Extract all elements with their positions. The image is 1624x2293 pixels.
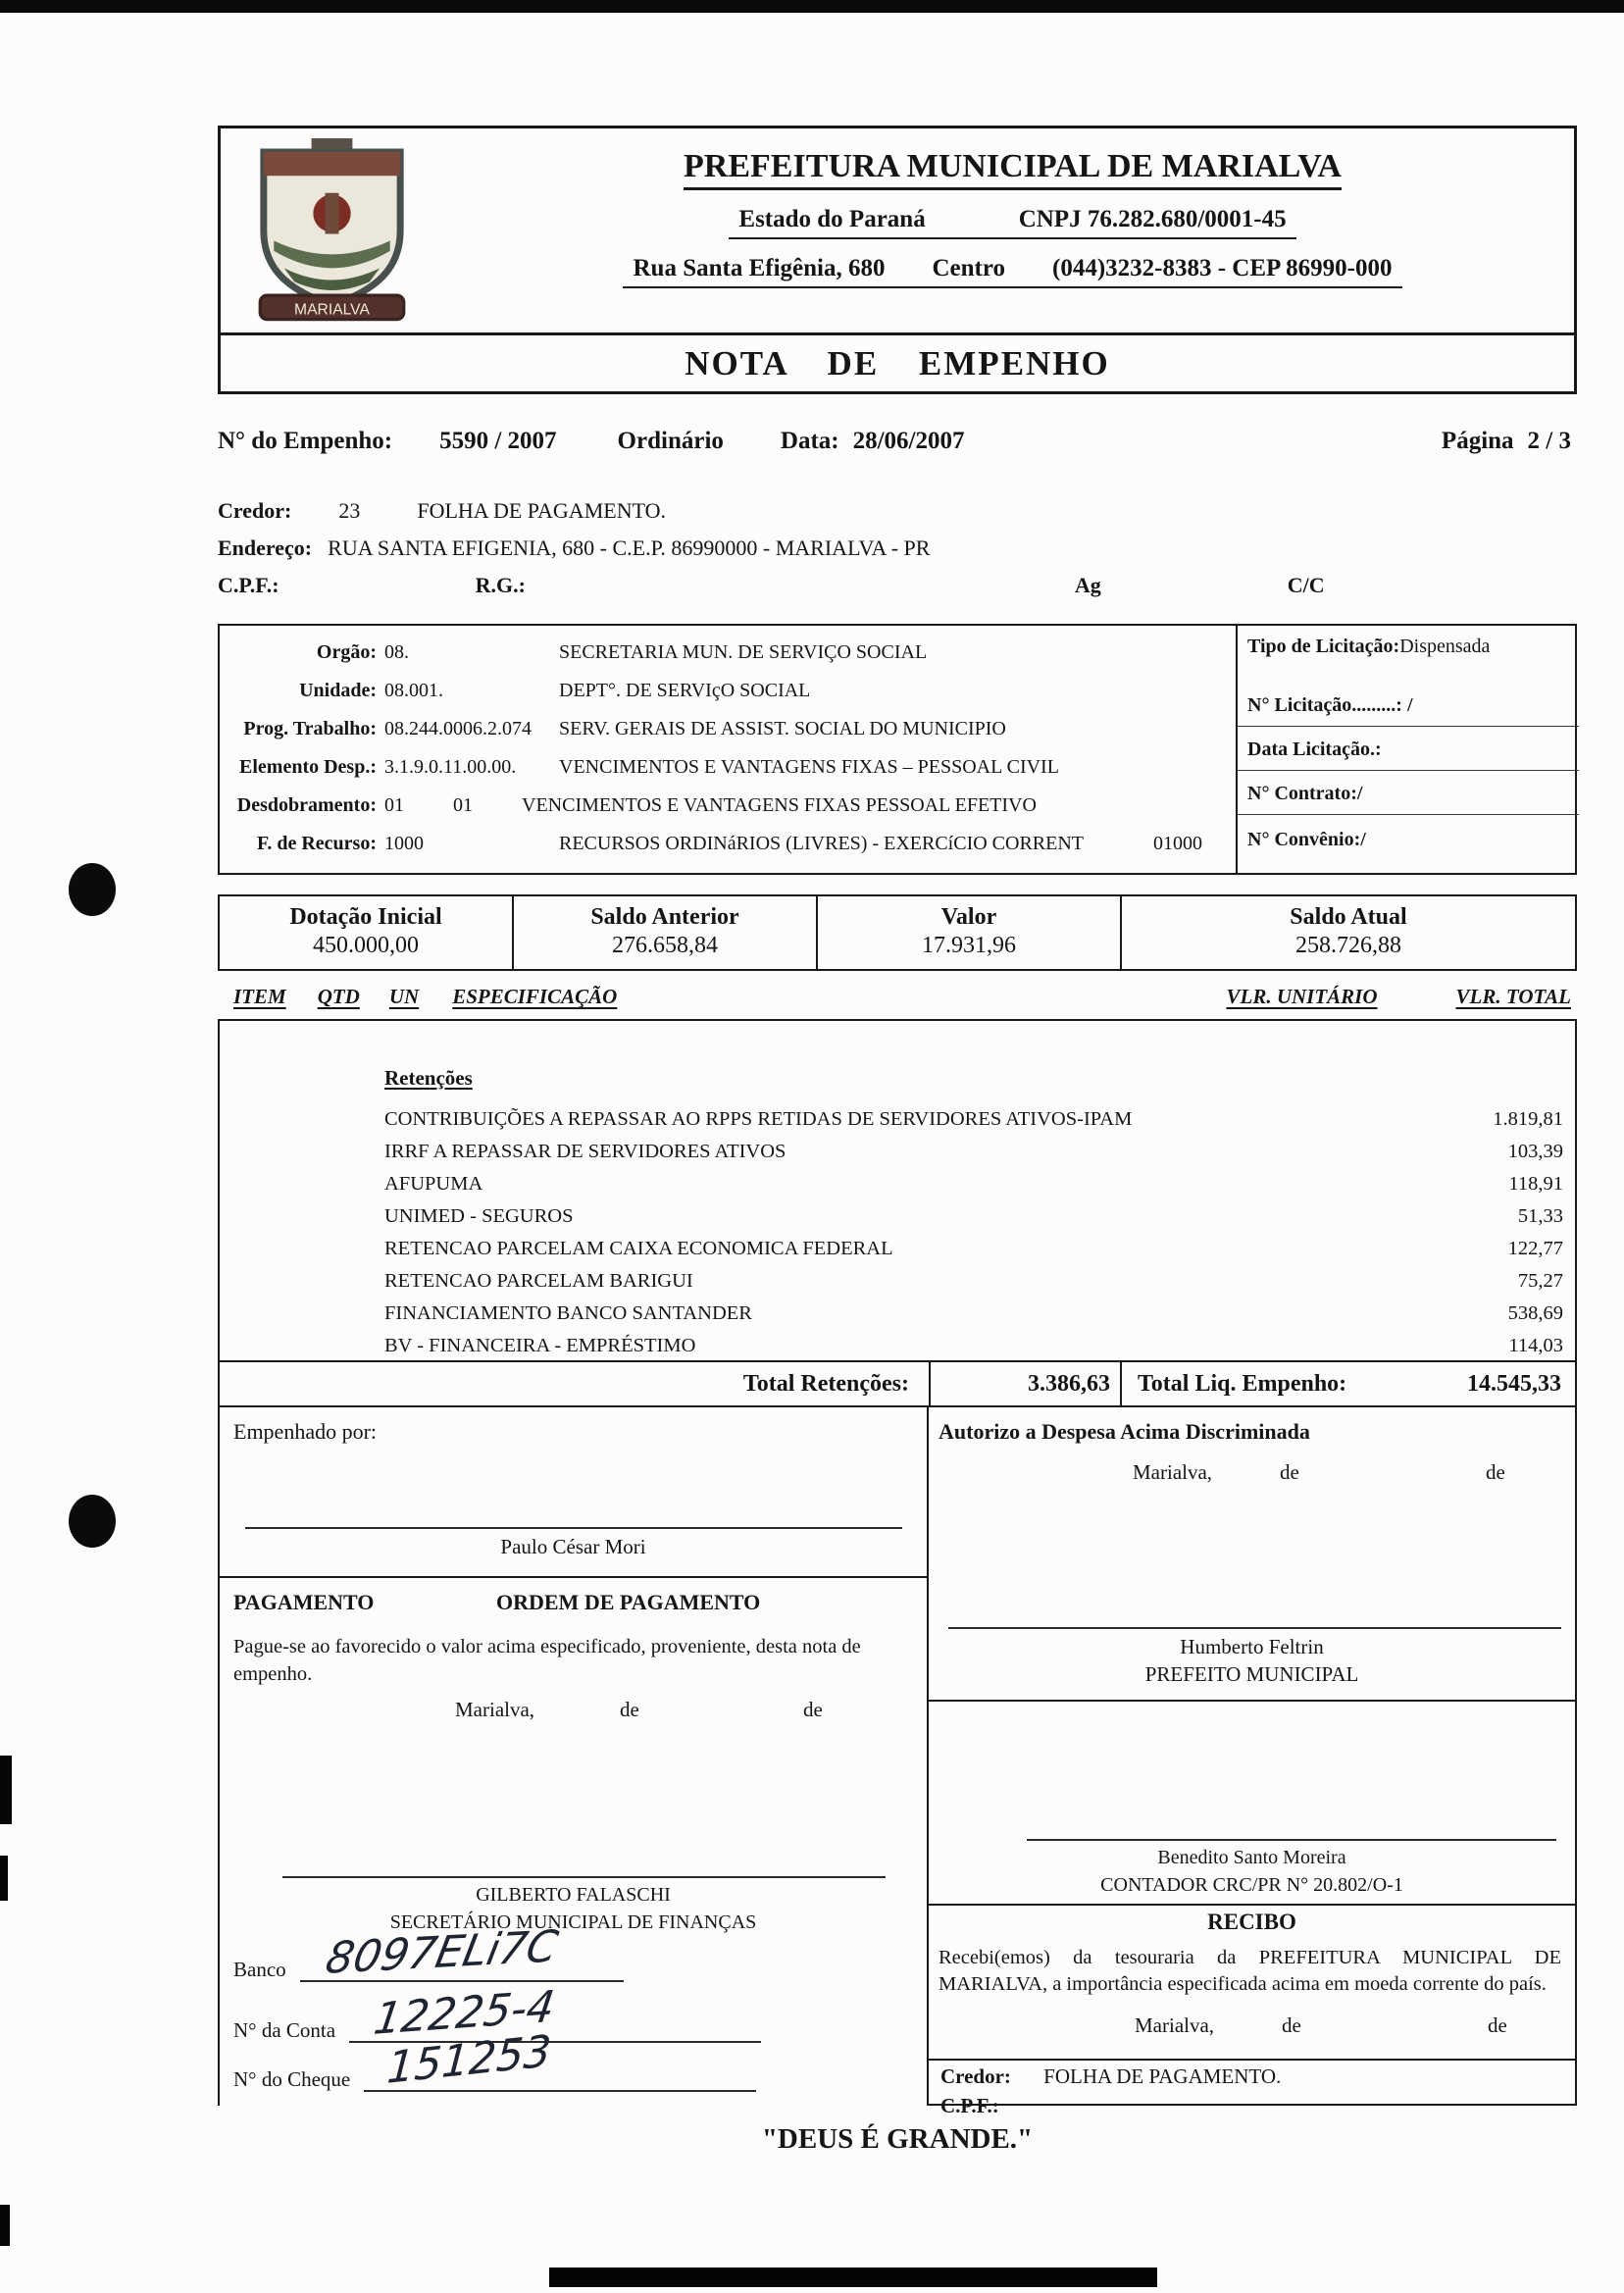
unidade-code: 08.001.: [384, 680, 443, 701]
de-label: de: [1486, 1460, 1505, 1484]
retencao-desc: CONTRIBUIÇÕES A REPASSAR AO RPPS RETIDAS DE SERVIDORES ATIVOS-IPAM: [384, 1108, 1133, 1130]
de-label: de: [1488, 2013, 1507, 2037]
recibo-text: Recebi(emos) da tesouraria da PREFEITURA MUNICIPAL DE MARIALVA, a importância especificada acima em moeda corrente do país.: [939, 1947, 1561, 1995]
retencao-desc: BV - FINANCEIRA - EMPRÉSTIMO: [384, 1335, 696, 1356]
section-divider: [929, 1904, 1575, 1906]
un-col-header: UN: [388, 985, 420, 1008]
state-label: Estado do Paraná: [738, 206, 926, 232]
totals-row: [220, 1360, 1575, 1405]
empenhado-signatory-name: Paulo César Mori: [500, 1535, 646, 1558]
empenho-number-value: 5590 / 2007: [439, 428, 557, 454]
conta-handwriting: 12225-4: [371, 1981, 558, 2045]
licitacao-numero-row: N° Licitação.........: /: [1238, 683, 1579, 727]
dotacao-inicial-cell: [220, 896, 512, 969]
classification-row-desdobramento: [220, 787, 1236, 825]
scan-artifact-top-bar: [0, 0, 1624, 13]
ordem-pagamento-title: ORDEM DE PAGAMENTO: [496, 1590, 761, 1614]
cpf-label: C.P.F.:: [218, 573, 279, 597]
de-label: de: [803, 1698, 823, 1721]
total-liquido-value: 14.545,33: [1467, 1370, 1561, 1397]
section-divider: [929, 1700, 1575, 1702]
saldo-atual-value: 258.726,88: [1295, 933, 1401, 958]
right-signature-column: [929, 1407, 1575, 2117]
empenho-number-label: N° do Empenho:: [218, 428, 393, 454]
retencao-desc: RETENCAO PARCELAM BARIGUI: [384, 1270, 693, 1292]
saldo-anterior-cell: [512, 896, 816, 969]
signature-line: [282, 1876, 886, 1878]
retencao-item: [384, 1168, 1563, 1200]
hole-punch-top: [69, 863, 116, 916]
document-type-title: NOTA DE EMPENHO: [218, 335, 1577, 394]
conta-label: N° da Conta: [233, 2018, 336, 2042]
desdobramento-code: 01: [384, 794, 404, 816]
section-divider: [929, 2059, 1575, 2061]
convenio-row: N° Convênio:/: [1247, 828, 1366, 850]
retencao-valor: 1.819,81: [1493, 1108, 1563, 1130]
vlr-unitario-col-header: VLR. UNITÁRIO: [1226, 985, 1378, 1008]
municipality-title: PREFEITURA MUNICIPAL DE MARIALVA: [451, 148, 1574, 190]
saldo-atual-cell: [1120, 896, 1575, 969]
conta-fill-line: [349, 1981, 761, 2045]
contrato-row: N° Contrato:/: [1238, 771, 1579, 815]
coat-of-arms-logo: [236, 138, 428, 330]
items-table-header: [218, 985, 1577, 1009]
prog-trabalho-label: Prog. Trabalho:: [243, 718, 377, 739]
page-value: 2 / 3: [1527, 428, 1571, 454]
date-label: Data:: [780, 428, 839, 454]
cheque-fill-line: [364, 2025, 756, 2094]
retencao-valor: 75,27: [1517, 1270, 1563, 1292]
banco-label: Banco: [233, 1958, 286, 1981]
address-label: Endereço:: [218, 535, 313, 560]
recibo-title: RECIBO: [1207, 1910, 1296, 1934]
payment-order-text: Pague-se ao favorecido o valor acima especificado, proveniente, desta nota de empenho.: [233, 1636, 861, 1685]
licitacao-tipo-value: Dispensada: [1399, 636, 1491, 657]
contador-name: Benedito Santo Moreira: [1157, 1847, 1346, 1868]
recibo-cpf-label: C.P.F.:: [940, 2094, 999, 2117]
classification-row-elemento: [220, 748, 1236, 787]
orgao-desc: SECRETARIA MUN. DE SERVIÇO SOCIAL: [559, 641, 928, 663]
total-retencoes-label: Total Retenções:: [742, 1370, 909, 1397]
elemento-desc: VENCIMENTOS E VANTAGENS FIXAS – PESSOAL CIVIL: [559, 756, 1059, 778]
saldo-anterior-value: 276.658,84: [612, 933, 718, 958]
classification-row-unidade: [220, 672, 1236, 710]
orgao-label: Orgão:: [316, 641, 377, 663]
unidade-desc: DEPT°. DE SERVIçO SOCIAL: [559, 680, 811, 701]
retencao-valor: 51,33: [1517, 1205, 1563, 1227]
licitacao-tipo-row: [1238, 626, 1579, 683]
budget-classification-box: [218, 624, 1577, 875]
scan-artifact-edge-mark: [0, 1756, 12, 1824]
retencao-desc: FINANCIAMENTO BANCO SANTANDER: [384, 1302, 752, 1324]
recurso-code: 1000: [384, 833, 424, 854]
prog-trabalho-code: 08.244.0006.2.074: [384, 718, 532, 739]
retencao-item: [384, 1136, 1563, 1168]
nota-de-empenho-document: [218, 126, 1577, 2156]
creditor-row: [218, 498, 1577, 535]
bank-row: [233, 1921, 624, 1984]
logo-banner-text: MARIALVA: [294, 301, 370, 319]
cnpj-label: CNPJ 76.282.680/0001-45: [1018, 206, 1287, 232]
de-label: de: [1282, 2013, 1301, 2037]
recibo-creditor-row: [940, 2064, 1281, 2089]
scan-artifact-bottom-bar: [549, 2268, 1157, 2287]
scan-artifact-edge-mark: [0, 1856, 8, 1901]
recurso-label: F. de Recurso:: [256, 833, 377, 854]
licitacao-tipo-label: Tipo de Licitação:: [1247, 636, 1400, 657]
recurso-desc: RECURSOS ORDINáRIOS (LIVRES) - EXERCíCIO CORRENT: [559, 833, 1085, 854]
especificacao-col-header: ESPECIFICAÇÃO: [452, 985, 618, 1008]
retencao-item: [384, 1103, 1563, 1136]
valor-header: Valor: [940, 904, 997, 930]
retencao-item: [384, 1298, 1563, 1330]
unidade-label: Unidade:: [299, 680, 377, 701]
retencao-item: [384, 1265, 1563, 1298]
qtd-col-header: QTD: [317, 985, 360, 1008]
desdobramento-label: Desdobramento:: [236, 794, 377, 816]
total-retencoes-value: 3.386,63: [929, 1362, 1120, 1405]
payment-order-section: [220, 1576, 927, 1947]
signature-line: [1027, 1839, 1556, 1841]
city-label: Marialva,: [1135, 2013, 1215, 2037]
vlr-total-col-header: VLR. TOTAL: [1455, 985, 1571, 1008]
creditor-code: 23: [338, 498, 361, 523]
page-label: Página: [1441, 428, 1514, 454]
de-label: de: [620, 1698, 639, 1721]
valor-cell: [816, 896, 1120, 969]
secretario-role: SECRETÁRIO MUNICIPAL DE FINANÇAS: [389, 1911, 757, 1933]
left-signature-column: [220, 1407, 929, 2106]
street-label: Rua Santa Efigênia, 680: [633, 255, 886, 281]
authorize-expense-title: Autorizo a Despesa Acima Discriminada: [939, 1419, 1310, 1444]
classification-row-prog-trabalho: [220, 710, 1236, 748]
retencao-item: [384, 1330, 1563, 1362]
cheque-label: N° do Cheque: [233, 2067, 351, 2091]
district-label: Centro: [932, 255, 1005, 281]
signature-line: [245, 1527, 902, 1529]
header-address-line: [451, 255, 1574, 288]
creditor-name: FOLHA DE PAGAMENTO.: [417, 498, 667, 523]
city-label: Marialva,: [455, 1698, 535, 1721]
saldo-anterior-header: Saldo Anterior: [590, 904, 739, 930]
classification-row-orgao: [220, 634, 1236, 672]
retencao-valor: 118,91: [1508, 1173, 1563, 1195]
retencao-valor: 122,77: [1507, 1238, 1563, 1259]
phone-cep-label: (044)3232-8383 - CEP 86990-000: [1052, 255, 1393, 281]
licitacao-panel: [1236, 626, 1579, 873]
desdobramento-code2: 01: [453, 794, 473, 816]
scan-artifact-edge-mark: [0, 2205, 10, 2246]
retencao-item: [384, 1233, 1563, 1265]
document-header: [218, 126, 1577, 335]
licitacao-data-row: Data Licitação.:: [1238, 727, 1579, 771]
creditor-section: [218, 498, 1577, 610]
elemento-code: 3.1.9.0.11.00.00.: [384, 756, 517, 778]
prefeito-name: Humberto Feltrin: [1180, 1635, 1324, 1658]
empenho-type: Ordinário: [617, 428, 724, 454]
dotacao-inicial-header: Dotação Inicial: [289, 904, 442, 930]
desdobramento-desc: VENCIMENTOS E VANTAGENS FIXAS PESSOAL EFETIVO: [522, 794, 1037, 816]
valor-value: 17.931,96: [922, 933, 1016, 958]
header-state-cnpj-line: [451, 206, 1574, 239]
page-indicator: [1442, 428, 1571, 455]
contador-role: CONTADOR CRC/PR N° 20.802/O-1: [1100, 1874, 1403, 1896]
prefeito-role: PREFEITO MUNICIPAL: [1144, 1662, 1359, 1686]
saldo-atual-header: Saldo Atual: [1290, 904, 1407, 930]
orgao-code: 08.: [384, 641, 409, 663]
recibo-credor-value: FOLHA DE PAGAMENTO.: [1043, 2064, 1282, 2088]
banco-fill-line: [300, 1921, 624, 1984]
retencao-desc: RETENCAO PARCELAM CAIXA ECONOMICA FEDERAL: [384, 1238, 893, 1259]
retencao-item: [384, 1200, 1563, 1233]
prog-trabalho-desc: SERV. GERAIS DE ASSIST. SOCIAL DO MUNICIPIO: [559, 718, 1006, 739]
retencao-desc: IRRF A REPASSAR DE SERVIDORES ATIVOS: [384, 1141, 787, 1162]
empenho-info-row: [218, 428, 1577, 455]
banco-handwriting: 8097ELi7C: [321, 1921, 562, 1984]
budget-balance-table: [218, 894, 1577, 971]
ag-label: Ag: [1074, 573, 1101, 597]
retencao-valor: 103,39: [1507, 1141, 1563, 1162]
cc-label: C/C: [1287, 573, 1325, 597]
retencoes-list: [384, 1103, 1563, 1362]
hole-punch-bottom: [69, 1495, 116, 1548]
rg-label: R.G.:: [475, 573, 526, 597]
elemento-label: Elemento Desp.:: [239, 756, 377, 778]
retencoes-title: Retenções: [384, 1066, 473, 1090]
total-liquido-cell: [1120, 1362, 1575, 1405]
item-col-header: ITEM: [233, 985, 286, 1008]
secretario-name: GILBERTO FALASCHI: [476, 1884, 671, 1906]
signature-line: [948, 1627, 1561, 1629]
address-row: [218, 535, 1577, 573]
signatures-section: [218, 1407, 1577, 2117]
date-value: 28/06/2007: [852, 428, 965, 454]
retencao-valor: 538,69: [1507, 1302, 1563, 1324]
retencao-desc: UNIMED - SEGUROS: [384, 1205, 574, 1227]
total-liquido-label: Total Liq. Empenho:: [1138, 1370, 1347, 1397]
pagamento-title: PAGAMENTO: [233, 1590, 375, 1614]
de-label: de: [1280, 1460, 1299, 1484]
creditor-label: Credor:: [218, 498, 292, 523]
cpf-rg-row: [218, 573, 1577, 610]
retencao-desc: AFUPUMA: [384, 1173, 483, 1195]
empenhado-por-label: Empenhado por:: [233, 1419, 378, 1444]
cheque-handwriting: 151253: [385, 2025, 553, 2094]
dotacao-inicial-value: 450.000,00: [313, 933, 419, 958]
address-value: RUA SANTA EFIGENIA, 680 - C.E.P. 86990000 - MARIALVA - PR: [328, 535, 931, 560]
city-label: Marialva,: [1133, 1460, 1213, 1484]
items-box: [218, 1019, 1577, 1407]
footer-motto: "DEUS É GRANDE.": [761, 2123, 1034, 2155]
recibo-credor-label: Credor:: [940, 2064, 1011, 2088]
classification-row-recurso: [220, 825, 1236, 863]
retencao-valor: 114,03: [1508, 1335, 1563, 1356]
recurso-extra-code: 01000: [1153, 833, 1202, 854]
